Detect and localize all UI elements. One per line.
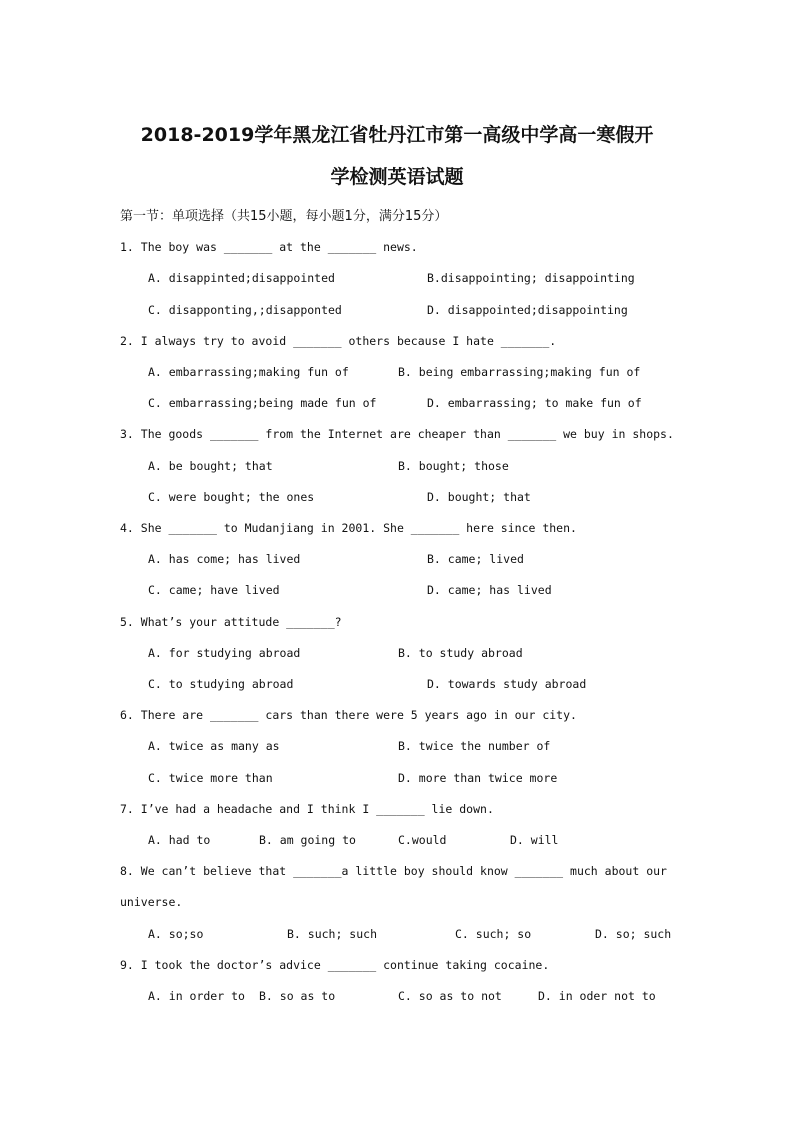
question-8-option-d: D. so; such: [595, 927, 672, 941]
question-8-option-b: B. such; such: [287, 927, 378, 941]
question-2-option-d: D. embarrassing; to make fun of: [427, 396, 642, 410]
question-9-option-c: C. so as to not: [398, 989, 502, 1003]
question-1-option-b: B.disappointing; disappointing: [427, 271, 635, 285]
question-1-option-c: C. disapponting,;disapponted: [148, 303, 342, 317]
question-3-option-a: A. be bought; that: [148, 459, 273, 473]
question-7-option-c: C.would: [398, 833, 447, 847]
question-1-option-d: D. disappointed;disappointing: [427, 303, 628, 317]
question-5-option-c: C. to studying abroad: [148, 677, 294, 691]
question-3-option-c: C. were bought; the ones: [148, 490, 315, 504]
question-6-option-b: B. twice the number of: [398, 739, 551, 753]
question-5-option-b: B. to study abroad: [398, 646, 523, 660]
question-4-option-d: D. came; has lived: [427, 583, 552, 597]
question-7-stem: 7. I’ve had a headache and I think I _______ lie down.: [120, 802, 494, 816]
question-8-stem: 8. We can’t believe that _______a little boy should know _______ much about our: [120, 864, 667, 878]
section-heading: 第一节：单项选择（共15小题，每小题1分，满分15分）: [120, 209, 448, 224]
question-3-option-d: D. bought; that: [427, 490, 531, 504]
question-2-option-b: B. being embarrassing;making fun of: [398, 365, 641, 379]
question-6-option-d: D. more than twice more: [398, 771, 558, 785]
question-4-stem: 4. She _______ to Mudanjiang in 2001. She _______ here since then.: [120, 521, 577, 535]
question-2-option-a: A. embarrassing;making fun of: [148, 365, 349, 379]
page-title-line-1: 2018-2019学年黑龙江省牡丹江市第一高级中学高一寒假开: [140, 124, 654, 146]
page-title-line-2: 学检测英语试题: [330, 166, 464, 188]
question-9-option-a: A. in order to: [148, 989, 245, 1003]
question-7-option-b: B. am going to: [259, 833, 356, 847]
question-8-option-a: A. so;so: [148, 927, 204, 941]
question-3-option-b: B. bought; those: [398, 459, 509, 473]
question-6-stem: 6. There are _______ cars than there were 5 years ago in our city.: [120, 708, 577, 722]
question-6-option-c: C. twice more than: [148, 771, 273, 785]
question-2-stem: 2. I always try to avoid _______ others because I hate _______.: [120, 334, 557, 348]
question-4-option-c: C. came; have lived: [148, 583, 280, 597]
question-5-option-a: A. for studying abroad: [148, 646, 301, 660]
question-1-stem: 1. The boy was _______ at the _______ news.: [120, 240, 418, 254]
question-8-option-c: C. such; so: [455, 927, 532, 941]
question-4-option-b: B. came; lived: [427, 552, 524, 566]
question-7-option-d: D. will: [510, 833, 559, 847]
question-5-option-d: D. towards study abroad: [427, 677, 587, 691]
question-2-option-c: C. embarrassing;being made fun of: [148, 396, 377, 410]
question-9-option-b: B. so as to: [259, 989, 336, 1003]
question-5-stem: 5. What’s your attitude _______?: [120, 615, 342, 629]
question-3-stem: 3. The goods _______ from the Internet are cheaper than _______ we buy in shops.: [120, 427, 674, 441]
question-9-option-d: D. in oder not to: [538, 989, 656, 1003]
question-6-option-a: A. twice as many as: [148, 739, 280, 753]
question-4-option-a: A. has come; has lived: [148, 552, 301, 566]
question-8-stem-continued: universe.: [120, 895, 183, 909]
question-1-option-a: A. disappinted;disappointed: [148, 271, 335, 285]
question-7-option-a: A. had to: [148, 833, 211, 847]
question-9-stem: 9. I took the doctor’s advice _______ continue taking cocaine.: [120, 958, 550, 972]
